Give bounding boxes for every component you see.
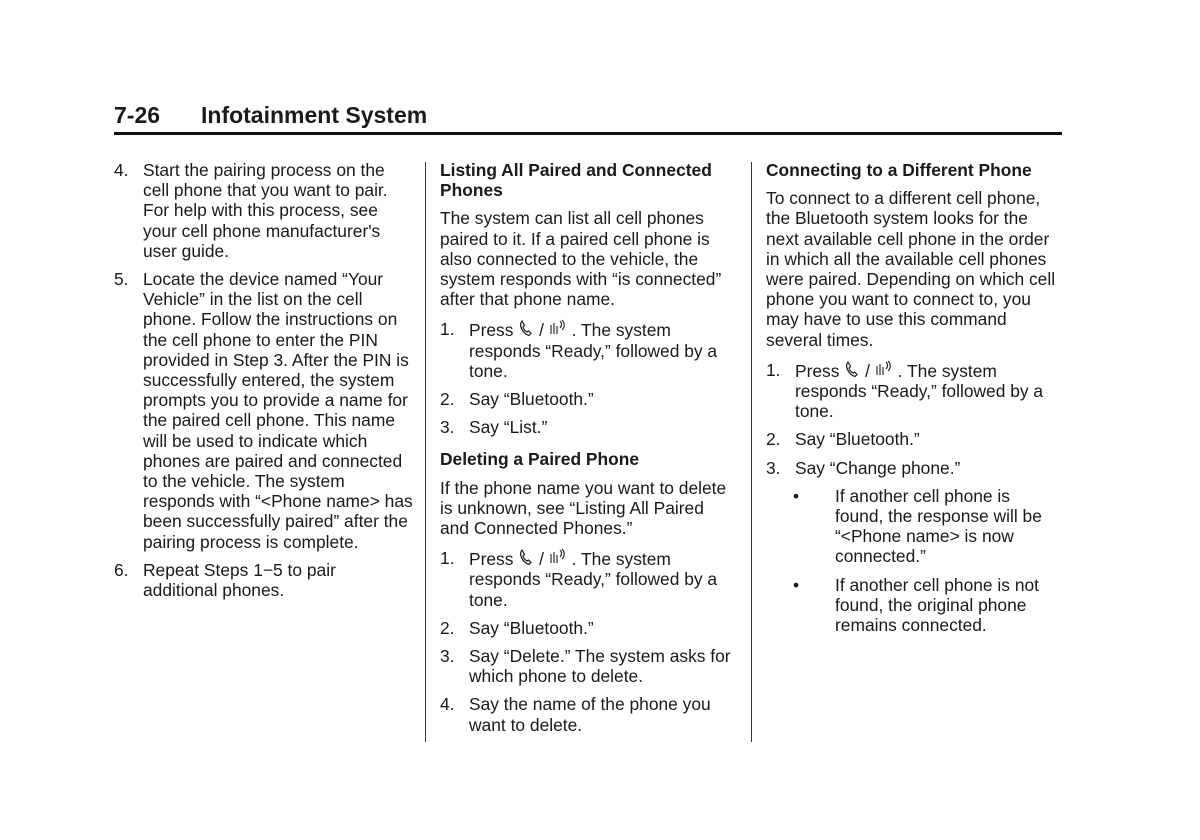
step-text: Locate the device named “Your Vehicle” in the list on the cell phone. Follow the instructions on the cell phone to enter the PIN provided in Step 3. After the PIN is successfully entered, the system prompts you to provide a name for the paired cell phone. This name will be used to indicate which phones are paired and connected to the vehicle. The system responds with “<Phone name> has been successfully paired” after the pairing process is complete.: [143, 269, 413, 552]
step-text: Repeat Steps 1−5 to pair additional phones.: [143, 559, 336, 601]
step-text: Say “Bluetooth.”: [795, 429, 920, 450]
section-intro: The system can list all cell phones paired to it. If a paired cell phone is also connected to the vehicle, the system responds with “is connected” after that phone name.: [440, 208, 722, 310]
step-text: Say “Change phone.”: [795, 457, 961, 478]
step-number: 2.: [440, 389, 455, 410]
list-item: [114, 560, 414, 600]
chapter-title: Infotainment System: [201, 102, 428, 128]
step-separator: /: [865, 360, 870, 381]
voice-recognition-icon: [549, 319, 567, 337]
step-prefix: Press: [795, 360, 840, 381]
phone-icon: [518, 319, 534, 337]
step-number: 4.: [440, 694, 455, 715]
phone-icon: [844, 360, 860, 378]
step-text: Say “Delete.” The system asks for which phone to delete.: [469, 646, 731, 687]
list-item: [114, 160, 414, 261]
phone-icon: [518, 548, 534, 566]
bullet-text: If another cell phone is found, the response will be “<Phone name> is now connected.”: [835, 485, 1042, 567]
bullet-mark: •: [793, 485, 800, 506]
step-number: 1.: [440, 319, 455, 340]
step-number: 1.: [440, 548, 455, 569]
bullet-item: [766, 575, 1062, 636]
step-number: 6.: [114, 559, 129, 580]
step-separator: /: [539, 549, 544, 570]
column-divider: [425, 162, 426, 742]
step-text: Say “Bluetooth.”: [469, 617, 594, 638]
bullet-mark: •: [793, 574, 800, 595]
column-divider: [751, 162, 752, 742]
step-prefix: Press: [469, 549, 514, 570]
voice-recognition-icon: [549, 548, 567, 566]
section-intro: To connect to a different cell phone, the Bluetooth system looks for the next available cell phone in the order in which all the available cell phones were paired. Depending on which cell phone you want to connect to, you may have to use this command several times.: [766, 188, 1056, 350]
bullet-item: [766, 486, 1062, 567]
step-number: 2.: [440, 617, 455, 638]
page-header: [114, 100, 1062, 135]
column-1: [114, 160, 414, 608]
list-item: [440, 417, 732, 437]
section-heading: Deleting a Paired Phone: [440, 449, 640, 470]
step-suffix: . The system responds “Ready,” followed by a tone.: [469, 549, 718, 610]
list-item: [114, 269, 414, 552]
step-separator: /: [539, 320, 544, 341]
step-number: 4.: [114, 160, 129, 180]
list-item: [766, 429, 1062, 449]
section-intro: If the phone name you want to delete is unknown, see “Listing All Paired and Connected Phones.”: [440, 477, 727, 539]
step-number: 3.: [440, 646, 455, 667]
list-item: [440, 694, 732, 734]
section-heading: Connecting to a Different Phone: [766, 160, 1032, 180]
step-number: 1.: [766, 359, 781, 380]
list-item: [440, 389, 732, 409]
step-number: 3.: [440, 417, 455, 438]
page-number: 7-26: [114, 102, 161, 128]
step-suffix: . The system responds “Ready,” followed by a tone.: [469, 320, 718, 381]
list-item: [440, 319, 732, 381]
section-heading: Listing All Paired and Connected Phones: [440, 160, 712, 201]
list-item: [766, 458, 1062, 478]
step-number: 5.: [114, 269, 129, 290]
step-number: 3.: [766, 457, 781, 478]
column-2: [440, 160, 732, 743]
step-text: Say the name of the phone you want to delete.: [469, 694, 711, 735]
column-3: [766, 160, 1062, 643]
step-prefix: Press: [469, 320, 514, 341]
step-suffix: . The system responds “Ready,” followed by a tone.: [795, 360, 1044, 422]
list-item: [766, 360, 1062, 422]
step-text: Say “Bluetooth.”: [469, 389, 594, 410]
voice-recognition-icon: [875, 360, 893, 378]
step-number: 2.: [766, 429, 781, 450]
step-text: Say “List.”: [469, 417, 548, 438]
step-text: Start the pairing process on the cell phone that you want to pair. For help with this process, see your cell phone manufacturer's user guide.: [143, 160, 388, 261]
bullet-text: If another cell phone is not found, the original phone remains connected.: [835, 574, 1039, 636]
list-item: [440, 646, 732, 686]
list-item: [440, 618, 732, 638]
list-item: [440, 548, 732, 610]
